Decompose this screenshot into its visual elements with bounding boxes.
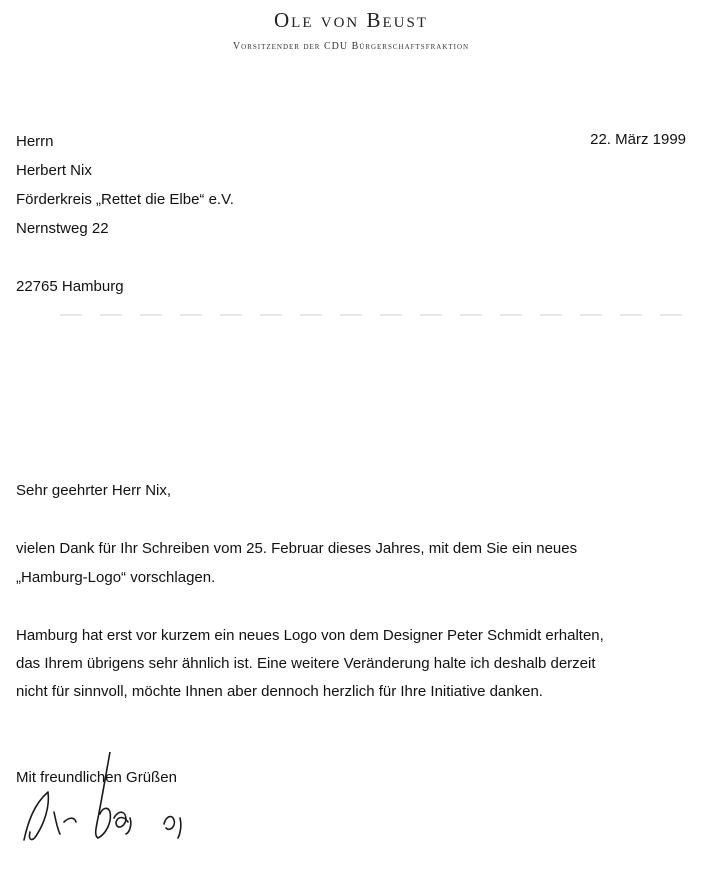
recipient-name: Herbert Nix [16,162,92,179]
letterhead-name: Ole von Beust [274,8,428,32]
recipient-street: Nernstweg 22 [16,220,109,237]
signature-strokes [24,752,181,840]
paragraph-2-line: das Ihrem übrigens sehr ähnlich ist. Eine weitere Veränderung halte ich deshalb derzeit [16,655,596,672]
greeting: Sehr geehrter Herr Nix, [16,482,172,499]
letter-date: 22. März 1999 [590,131,686,148]
recipient-city: 22765 Hamburg [16,278,124,295]
recipient-salutation-line: Herrn [16,133,54,150]
paragraph-2-line: Hamburg hat erst vor kurzem ein neues Logo von dem Designer Peter Schmidt erhalten, [16,627,604,644]
recipient-organization: Förderkreis „Rettet die Elbe“ e.V. [16,191,234,208]
signature-icon [14,752,204,852]
paragraph-1-line: vielen Dank für Ihr Schreiben vom 25. Februar dieses Jahres, mit dem Sie ein neues [16,540,578,557]
paragraph-2-line: nicht für sinnvoll, möchte Ihnen aber dennoch herzlich für Ihre Initiative danken. [16,683,543,700]
closing: Mit freundlichen Grüßen [16,769,177,786]
fold-mark-line [60,314,700,316]
paragraph-1-line: „Hamburg-Logo“ vorschlagen. [16,569,216,586]
letterhead-subtitle: Vorsitzender der CDU Bürgerschaftsfraktion [232,41,470,52]
